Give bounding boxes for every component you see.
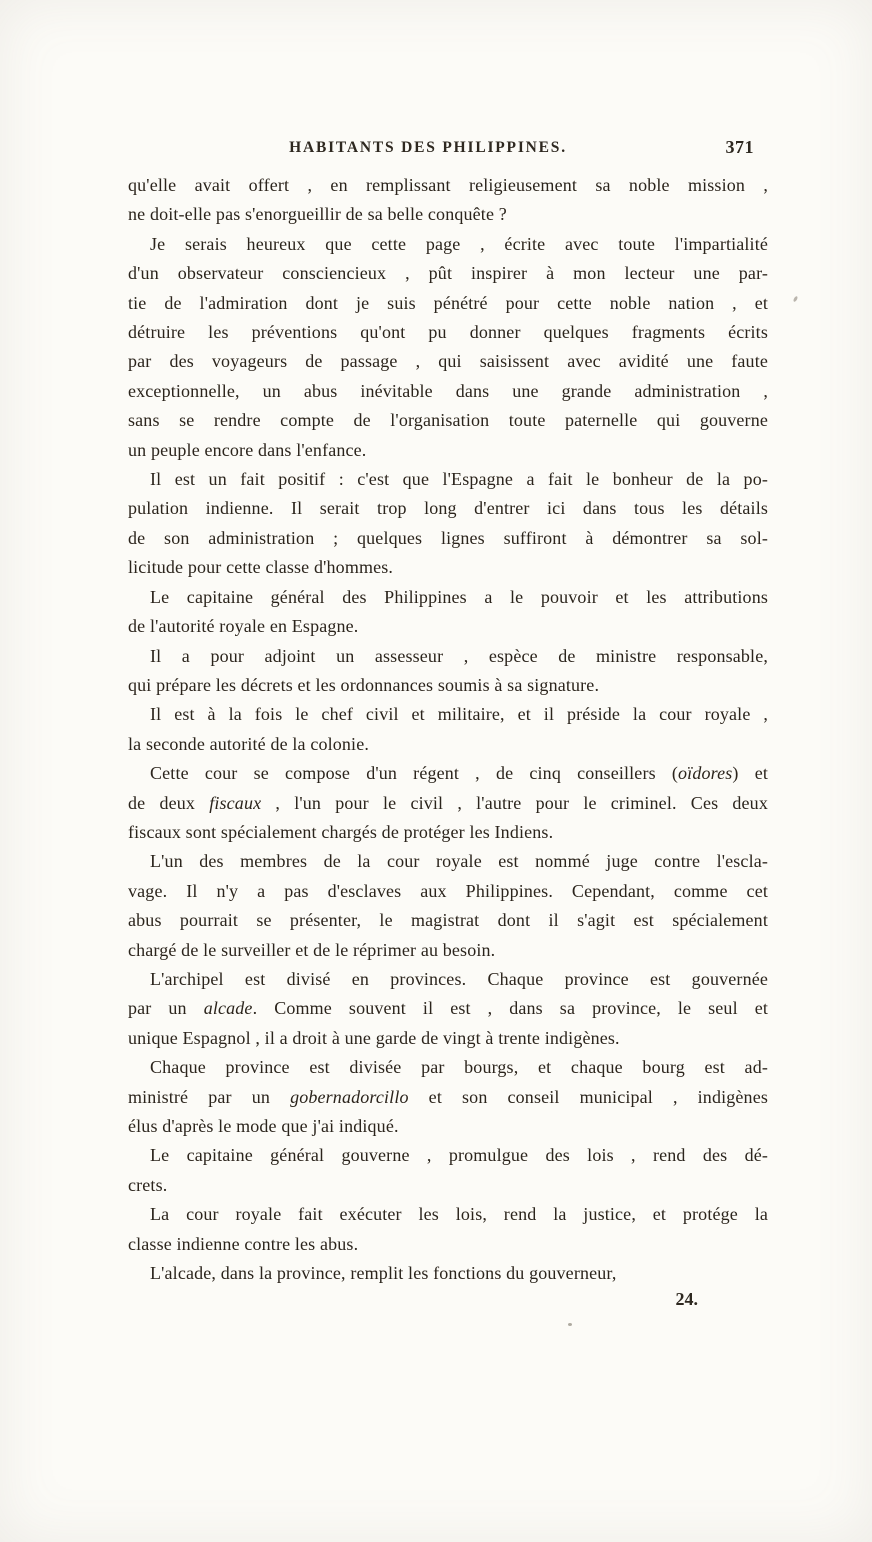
text-segment: la seconde autorité de la colonie. <box>128 733 369 754</box>
text-line <box>128 789 768 818</box>
text-segment: classe indienne contre les abus. <box>128 1233 359 1254</box>
text-segment: unique Espagnol , il a droit à une garde de vingt à trente indigènes. <box>128 1027 620 1048</box>
text-line <box>128 1171 768 1200</box>
text-line <box>128 847 768 876</box>
paragraph <box>128 700 768 759</box>
text-line <box>128 1141 768 1170</box>
text-line <box>128 230 768 259</box>
paragraph <box>128 171 768 230</box>
text-line <box>128 994 768 1023</box>
text-line <box>128 671 768 700</box>
paragraph <box>128 965 768 1053</box>
text-segment: vage. Il n'y a pas d'esclaves aux Philippines. Cependant, comme cet <box>128 880 768 901</box>
paragraph <box>128 230 768 465</box>
text-segment: Je serais heureux que cette page , écrite avec toute l'impartialité <box>150 233 768 254</box>
text-line <box>128 759 768 788</box>
running-title: HABITANTS DES PHILIPPINES. <box>289 139 567 156</box>
scan-artifact <box>568 1323 572 1326</box>
text-segment: pulation indienne. Il serait trop long d'entrer ici dans tous les détails <box>128 498 768 519</box>
text-line <box>128 318 768 347</box>
text-segment: . Comme souvent il est , dans sa province, le seul et <box>252 998 768 1019</box>
text-line <box>128 730 768 759</box>
text-segment: élus d'après le mode que j'ai indiqué. <box>128 1116 399 1136</box>
signature-mark: 24. <box>675 1289 698 1309</box>
text-line <box>128 436 768 465</box>
text-line <box>128 465 768 494</box>
text-segment: La cour royale fait exécuter les lois, rend la justice, et protége la <box>150 1204 768 1225</box>
text-segment: abus pourrait se présenter, le magistrat dont il s'agit est spécialement <box>128 910 768 931</box>
text-line <box>128 877 768 906</box>
paragraph <box>128 759 768 847</box>
text-segment: ministré par un <box>128 1086 291 1107</box>
text-line <box>128 1200 768 1229</box>
text-segment: qui prépare les décrets et les ordonnances soumis à sa signature. <box>128 674 600 695</box>
text-segment: ne doit-elle pas s'enorgueillir de sa belle conquête ? <box>128 204 507 225</box>
text-segment: détruire les préventions qu'ont pu donner quelques fragments écrits <box>128 322 768 343</box>
text-segment: de l'autorité royale en Espagne. <box>128 616 359 637</box>
text-line <box>128 612 768 641</box>
paragraph <box>128 847 768 965</box>
text-segment: crets. <box>128 1174 168 1195</box>
text-line <box>128 171 768 200</box>
text-segment: de son administration ; quelques lignes suffiront à démontrer sa sol- <box>128 527 768 548</box>
text-line <box>128 259 768 288</box>
page-number: 371 <box>725 137 754 157</box>
italic-term: alcade <box>203 998 253 1019</box>
scan-artifact <box>793 296 799 303</box>
italic-term: gobernadorcillo <box>290 1086 409 1107</box>
text-segment: un peuple encore dans l'enfance. <box>128 439 367 460</box>
text-line <box>128 1024 768 1053</box>
text-segment: Le capitaine général gouverne , promulgue des lois , rend des dé- <box>150 1145 768 1166</box>
text-segment: d'un observateur consciencieux , pût inspirer à mon lecteur une par- <box>128 263 768 284</box>
text-segment: chargé de le surveiller et de le réprimer au besoin. <box>128 939 496 960</box>
text-line <box>128 1053 768 1082</box>
text-segment: L'alcade, dans la province, remplit les fonctions du gouverneur, <box>150 1263 617 1284</box>
text-segment: ) et <box>732 763 768 784</box>
text-line <box>128 906 768 935</box>
text-line <box>128 377 768 406</box>
text-line <box>128 494 768 523</box>
text-line <box>128 583 768 612</box>
text-line <box>128 642 768 671</box>
text-segment: L'archipel est divisé en provinces. Chaque province est gouvernée <box>150 968 768 989</box>
italic-term: oïdores <box>678 763 733 784</box>
text-line <box>128 347 768 376</box>
text-segment: Cette cour se compose d'un régent , de cinq conseillers ( <box>150 763 679 784</box>
text-line <box>128 965 768 994</box>
text-segment: qu'elle avait offert , en remplissant religieusement sa noble mission , <box>128 175 768 195</box>
text-line <box>128 1230 768 1259</box>
text-segment: Il est un fait positif : c'est que l'Espagne a fait le bonheur de la po- <box>150 469 768 490</box>
paragraph <box>128 1200 768 1259</box>
text-segment: Le capitaine général des Philippines a le pouvoir et les attributions <box>150 586 768 607</box>
paragraph <box>128 583 768 642</box>
paragraph <box>128 1141 768 1200</box>
page-header <box>128 139 768 163</box>
text-line <box>128 524 768 553</box>
text-segment: par des voyageurs de passage , qui saisissent avec avidité une faute <box>128 351 768 372</box>
text-segment: Il est à la fois le chef civil et militaire, et il préside la cour royale , <box>150 704 768 725</box>
text-segment: licitude pour cette classe d'hommes. <box>128 557 394 578</box>
text-segment: de deux <box>128 792 210 813</box>
text-line <box>128 936 768 965</box>
text-segment: tie de l'admiration dont je suis pénétré pour cette noble nation , et <box>128 292 768 313</box>
text-line <box>128 200 768 229</box>
text-segment: , l'un pour le civil , l'autre pour le criminel. Ces deux <box>261 792 768 813</box>
text-segment: par un <box>128 998 204 1019</box>
text-segment: exceptionnelle, un abus inévitable dans une grande administration , <box>128 380 768 401</box>
text-line <box>128 289 768 318</box>
text-line <box>128 1112 768 1141</box>
paragraph <box>128 642 768 701</box>
text-segment: Chaque province est divisée par bourgs, et chaque bourg est ad- <box>150 1057 768 1078</box>
text-segment: et son conseil municipal , indigènes <box>408 1086 768 1107</box>
italic-term: fiscaux <box>209 792 262 813</box>
text-segment: Il a pour adjoint un assesseur , espèce de ministre responsable, <box>150 645 768 666</box>
text-segment: sans se rendre compte de l'organisation toute paternelle qui gouverne <box>128 410 768 431</box>
text-segment: L'un des membres de la cour royale est nommé juge contre l'escla- <box>150 851 768 872</box>
text-line <box>128 553 768 582</box>
text-line <box>128 700 768 729</box>
text-segment: fiscaux sont spécialement chargés de protéger les Indiens. <box>128 821 554 842</box>
text-line <box>128 406 768 435</box>
text-line <box>128 1083 768 1112</box>
page-body <box>128 171 768 1288</box>
text-line <box>128 818 768 847</box>
paragraph <box>128 465 768 583</box>
paragraph <box>128 1053 768 1141</box>
